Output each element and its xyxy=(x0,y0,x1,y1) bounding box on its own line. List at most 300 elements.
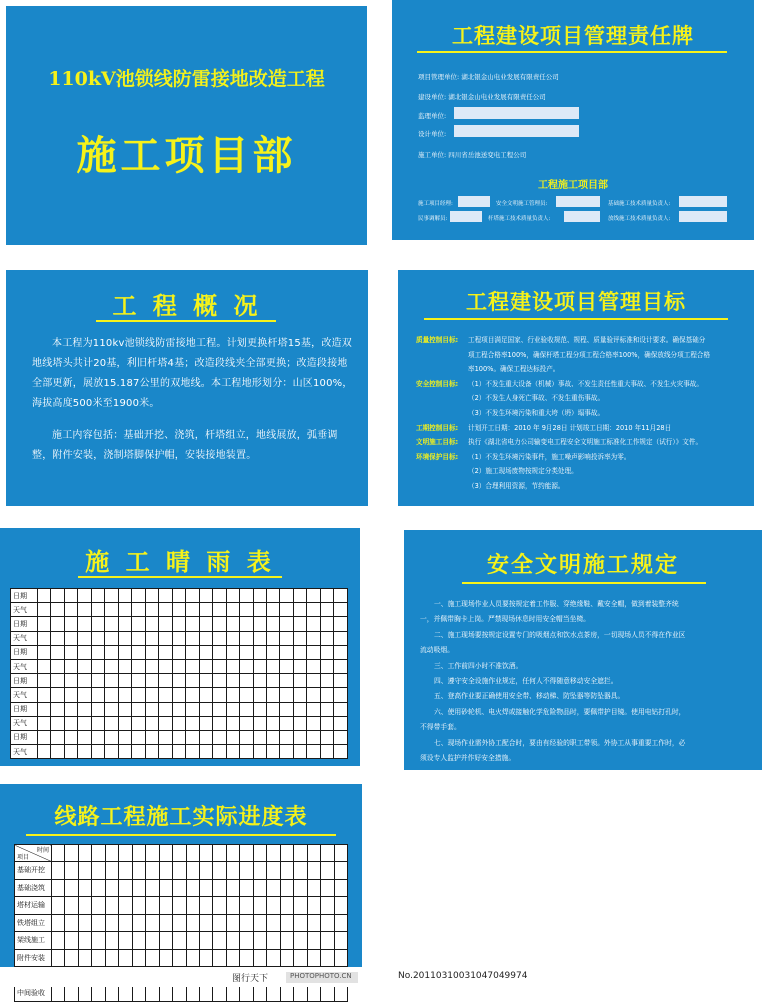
weather-cell[interactable] xyxy=(91,745,104,759)
progress-cell[interactable] xyxy=(92,932,105,950)
weather-cell[interactable] xyxy=(280,659,293,673)
weather-cell[interactable] xyxy=(118,631,131,645)
weather-cell[interactable] xyxy=(320,589,333,603)
weather-cell[interactable] xyxy=(226,631,239,645)
progress-cell[interactable] xyxy=(132,862,145,880)
progress-cell[interactable] xyxy=(65,897,78,915)
progress-cell[interactable] xyxy=(92,949,105,967)
progress-cell[interactable] xyxy=(226,897,239,915)
weather-cell[interactable] xyxy=(51,730,64,744)
progress-cell[interactable] xyxy=(321,914,334,932)
progress-cell[interactable] xyxy=(186,897,199,915)
progress-cell[interactable] xyxy=(159,897,172,915)
weather-cell[interactable] xyxy=(240,716,253,730)
weather-cell[interactable] xyxy=(172,716,185,730)
weather-cell[interactable] xyxy=(51,702,64,716)
weather-cell[interactable] xyxy=(307,745,320,759)
weather-cell[interactable] xyxy=(199,645,212,659)
progress-cell[interactable] xyxy=(146,932,159,950)
weather-cell[interactable] xyxy=(213,589,226,603)
weather-cell[interactable] xyxy=(253,688,266,702)
progress-cell[interactable] xyxy=(307,862,320,880)
progress-cell[interactable] xyxy=(78,914,91,932)
weather-cell[interactable] xyxy=(91,688,104,702)
weather-cell[interactable] xyxy=(266,674,279,688)
progress-cell[interactable] xyxy=(52,932,65,950)
weather-cell[interactable] xyxy=(64,702,77,716)
weather-cell[interactable] xyxy=(266,688,279,702)
weather-cell[interactable] xyxy=(213,716,226,730)
weather-cell[interactable] xyxy=(213,645,226,659)
weather-cell[interactable] xyxy=(226,659,239,673)
weather-cell[interactable] xyxy=(320,631,333,645)
weather-cell[interactable] xyxy=(307,589,320,603)
weather-cell[interactable] xyxy=(334,645,348,659)
weather-cell[interactable] xyxy=(172,674,185,688)
weather-cell[interactable] xyxy=(266,745,279,759)
weather-cell[interactable] xyxy=(226,745,239,759)
weather-cell[interactable] xyxy=(118,745,131,759)
weather-cell[interactable] xyxy=(78,659,91,673)
progress-cell[interactable] xyxy=(52,914,65,932)
progress-cell[interactable] xyxy=(146,914,159,932)
progress-cell[interactable] xyxy=(132,897,145,915)
weather-cell[interactable] xyxy=(266,589,279,603)
weather-cell[interactable] xyxy=(145,617,158,631)
weather-cell[interactable] xyxy=(91,617,104,631)
weather-cell[interactable] xyxy=(132,589,145,603)
progress-cell[interactable] xyxy=(321,879,334,897)
weather-cell[interactable] xyxy=(145,645,158,659)
progress-cell[interactable] xyxy=(226,932,239,950)
weather-cell[interactable] xyxy=(91,659,104,673)
weather-cell[interactable] xyxy=(145,688,158,702)
weather-cell[interactable] xyxy=(118,716,131,730)
progress-cell[interactable] xyxy=(334,914,347,932)
weather-cell[interactable] xyxy=(105,674,118,688)
weather-cell[interactable] xyxy=(132,702,145,716)
weather-cell[interactable] xyxy=(145,603,158,617)
weather-cell[interactable] xyxy=(307,659,320,673)
weather-cell[interactable] xyxy=(91,702,104,716)
weather-cell[interactable] xyxy=(280,716,293,730)
weather-cell[interactable] xyxy=(172,617,185,631)
progress-cell[interactable] xyxy=(213,949,226,967)
weather-cell[interactable] xyxy=(280,631,293,645)
weather-cell[interactable] xyxy=(253,716,266,730)
progress-cell[interactable] xyxy=(65,862,78,880)
progress-cell[interactable] xyxy=(173,897,186,915)
weather-cell[interactable] xyxy=(145,745,158,759)
progress-cell[interactable] xyxy=(173,932,186,950)
weather-cell[interactable] xyxy=(240,688,253,702)
progress-cell[interactable] xyxy=(159,949,172,967)
weather-cell[interactable] xyxy=(213,617,226,631)
weather-cell[interactable] xyxy=(145,659,158,673)
weather-cell[interactable] xyxy=(186,631,199,645)
weather-cell[interactable] xyxy=(132,674,145,688)
weather-cell[interactable] xyxy=(159,631,172,645)
progress-cell[interactable] xyxy=(280,862,293,880)
progress-cell[interactable] xyxy=(78,932,91,950)
weather-cell[interactable] xyxy=(307,688,320,702)
weather-cell[interactable] xyxy=(64,659,77,673)
progress-cell[interactable] xyxy=(307,879,320,897)
progress-cell[interactable] xyxy=(132,914,145,932)
progress-cell[interactable] xyxy=(199,879,212,897)
weather-cell[interactable] xyxy=(105,631,118,645)
weather-cell[interactable] xyxy=(293,730,306,744)
weather-cell[interactable] xyxy=(199,730,212,744)
progress-cell[interactable] xyxy=(92,914,105,932)
weather-cell[interactable] xyxy=(118,730,131,744)
weather-cell[interactable] xyxy=(118,589,131,603)
progress-cell[interactable] xyxy=(65,914,78,932)
weather-cell[interactable] xyxy=(38,631,51,645)
progress-cell[interactable] xyxy=(253,862,266,880)
weather-cell[interactable] xyxy=(186,589,199,603)
weather-cell[interactable] xyxy=(118,659,131,673)
progress-cell[interactable] xyxy=(159,879,172,897)
progress-cell[interactable] xyxy=(213,914,226,932)
progress-cell[interactable] xyxy=(199,949,212,967)
weather-cell[interactable] xyxy=(240,617,253,631)
weather-cell[interactable] xyxy=(105,645,118,659)
weather-cell[interactable] xyxy=(145,702,158,716)
weather-cell[interactable] xyxy=(159,716,172,730)
progress-cell[interactable] xyxy=(294,862,307,880)
weather-cell[interactable] xyxy=(240,702,253,716)
progress-cell[interactable] xyxy=(321,932,334,950)
progress-cell[interactable] xyxy=(226,862,239,880)
progress-cell[interactable] xyxy=(78,897,91,915)
progress-cell[interactable] xyxy=(321,949,334,967)
progress-cell[interactable] xyxy=(240,949,253,967)
weather-cell[interactable] xyxy=(334,603,348,617)
progress-cell[interactable] xyxy=(267,914,280,932)
weather-cell[interactable] xyxy=(91,631,104,645)
weather-cell[interactable] xyxy=(51,688,64,702)
weather-cell[interactable] xyxy=(64,617,77,631)
progress-cell[interactable] xyxy=(186,932,199,950)
weather-cell[interactable] xyxy=(91,589,104,603)
weather-cell[interactable] xyxy=(226,716,239,730)
weather-cell[interactable] xyxy=(213,688,226,702)
weather-cell[interactable] xyxy=(132,645,145,659)
progress-cell[interactable] xyxy=(78,949,91,967)
progress-cell[interactable] xyxy=(280,879,293,897)
weather-cell[interactable] xyxy=(159,645,172,659)
weather-cell[interactable] xyxy=(159,745,172,759)
weather-cell[interactable] xyxy=(186,702,199,716)
weather-cell[interactable] xyxy=(240,603,253,617)
weather-cell[interactable] xyxy=(240,589,253,603)
weather-cell[interactable] xyxy=(266,702,279,716)
progress-cell[interactable] xyxy=(173,949,186,967)
progress-cell[interactable] xyxy=(173,914,186,932)
weather-cell[interactable] xyxy=(78,617,91,631)
weather-cell[interactable] xyxy=(172,631,185,645)
progress-cell[interactable] xyxy=(294,897,307,915)
weather-cell[interactable] xyxy=(159,702,172,716)
progress-cell[interactable] xyxy=(52,949,65,967)
weather-cell[interactable] xyxy=(132,716,145,730)
weather-cell[interactable] xyxy=(280,603,293,617)
weather-cell[interactable] xyxy=(307,716,320,730)
weather-cell[interactable] xyxy=(91,730,104,744)
progress-cell[interactable] xyxy=(92,862,105,880)
weather-cell[interactable] xyxy=(51,645,64,659)
weather-cell[interactable] xyxy=(293,631,306,645)
weather-cell[interactable] xyxy=(266,716,279,730)
progress-cell[interactable] xyxy=(307,932,320,950)
weather-cell[interactable] xyxy=(159,674,172,688)
progress-cell[interactable] xyxy=(240,932,253,950)
progress-cell[interactable] xyxy=(146,949,159,967)
weather-cell[interactable] xyxy=(307,674,320,688)
progress-cell[interactable] xyxy=(240,914,253,932)
weather-cell[interactable] xyxy=(105,730,118,744)
weather-cell[interactable] xyxy=(172,730,185,744)
weather-cell[interactable] xyxy=(78,745,91,759)
weather-cell[interactable] xyxy=(118,702,131,716)
weather-cell[interactable] xyxy=(266,645,279,659)
weather-cell[interactable] xyxy=(172,688,185,702)
weather-cell[interactable] xyxy=(293,688,306,702)
progress-cell[interactable] xyxy=(65,879,78,897)
weather-cell[interactable] xyxy=(199,716,212,730)
weather-cell[interactable] xyxy=(320,688,333,702)
weather-cell[interactable] xyxy=(51,659,64,673)
weather-cell[interactable] xyxy=(334,674,348,688)
weather-cell[interactable] xyxy=(159,730,172,744)
weather-cell[interactable] xyxy=(78,674,91,688)
weather-cell[interactable] xyxy=(213,745,226,759)
weather-cell[interactable] xyxy=(280,688,293,702)
weather-cell[interactable] xyxy=(64,603,77,617)
weather-cell[interactable] xyxy=(145,589,158,603)
weather-cell[interactable] xyxy=(199,603,212,617)
weather-cell[interactable] xyxy=(280,617,293,631)
progress-cell[interactable] xyxy=(253,879,266,897)
weather-cell[interactable] xyxy=(213,702,226,716)
weather-cell[interactable] xyxy=(334,716,348,730)
weather-cell[interactable] xyxy=(38,659,51,673)
weather-cell[interactable] xyxy=(199,674,212,688)
weather-cell[interactable] xyxy=(78,688,91,702)
progress-cell[interactable] xyxy=(78,879,91,897)
weather-cell[interactable] xyxy=(38,688,51,702)
weather-cell[interactable] xyxy=(334,631,348,645)
progress-cell[interactable] xyxy=(159,862,172,880)
progress-cell[interactable] xyxy=(267,897,280,915)
weather-cell[interactable] xyxy=(38,716,51,730)
weather-cell[interactable] xyxy=(334,730,348,744)
progress-cell[interactable] xyxy=(240,879,253,897)
weather-cell[interactable] xyxy=(51,631,64,645)
weather-cell[interactable] xyxy=(199,659,212,673)
progress-cell[interactable] xyxy=(307,949,320,967)
weather-cell[interactable] xyxy=(253,702,266,716)
weather-cell[interactable] xyxy=(64,688,77,702)
weather-cell[interactable] xyxy=(253,645,266,659)
weather-cell[interactable] xyxy=(186,645,199,659)
weather-cell[interactable] xyxy=(226,702,239,716)
progress-cell[interactable] xyxy=(92,897,105,915)
weather-cell[interactable] xyxy=(159,589,172,603)
weather-cell[interactable] xyxy=(280,730,293,744)
weather-cell[interactable] xyxy=(105,716,118,730)
weather-cell[interactable] xyxy=(240,745,253,759)
weather-cell[interactable] xyxy=(118,688,131,702)
progress-cell[interactable] xyxy=(213,879,226,897)
progress-cell[interactable] xyxy=(267,949,280,967)
progress-cell[interactable] xyxy=(105,914,118,932)
weather-cell[interactable] xyxy=(226,603,239,617)
weather-cell[interactable] xyxy=(266,603,279,617)
weather-cell[interactable] xyxy=(91,645,104,659)
progress-cell[interactable] xyxy=(92,879,105,897)
weather-cell[interactable] xyxy=(320,730,333,744)
progress-cell[interactable] xyxy=(253,914,266,932)
weather-cell[interactable] xyxy=(186,617,199,631)
weather-cell[interactable] xyxy=(51,716,64,730)
progress-cell[interactable] xyxy=(132,949,145,967)
progress-cell[interactable] xyxy=(280,914,293,932)
weather-cell[interactable] xyxy=(118,603,131,617)
weather-cell[interactable] xyxy=(64,730,77,744)
progress-cell[interactable] xyxy=(65,932,78,950)
weather-cell[interactable] xyxy=(307,617,320,631)
progress-cell[interactable] xyxy=(186,879,199,897)
weather-cell[interactable] xyxy=(132,745,145,759)
weather-cell[interactable] xyxy=(38,730,51,744)
weather-cell[interactable] xyxy=(186,745,199,759)
weather-cell[interactable] xyxy=(105,659,118,673)
weather-cell[interactable] xyxy=(132,603,145,617)
progress-cell[interactable] xyxy=(132,879,145,897)
weather-cell[interactable] xyxy=(172,745,185,759)
weather-cell[interactable] xyxy=(213,659,226,673)
weather-cell[interactable] xyxy=(186,674,199,688)
progress-cell[interactable] xyxy=(146,897,159,915)
progress-cell[interactable] xyxy=(213,862,226,880)
weather-cell[interactable] xyxy=(280,702,293,716)
weather-cell[interactable] xyxy=(213,631,226,645)
weather-cell[interactable] xyxy=(159,617,172,631)
weather-cell[interactable] xyxy=(64,745,77,759)
weather-cell[interactable] xyxy=(226,688,239,702)
progress-cell[interactable] xyxy=(186,914,199,932)
weather-cell[interactable] xyxy=(320,659,333,673)
weather-cell[interactable] xyxy=(213,730,226,744)
weather-cell[interactable] xyxy=(105,702,118,716)
weather-cell[interactable] xyxy=(78,603,91,617)
weather-cell[interactable] xyxy=(307,730,320,744)
progress-cell[interactable] xyxy=(199,897,212,915)
weather-cell[interactable] xyxy=(38,674,51,688)
weather-cell[interactable] xyxy=(145,716,158,730)
weather-cell[interactable] xyxy=(334,617,348,631)
weather-cell[interactable] xyxy=(334,659,348,673)
progress-cell[interactable] xyxy=(226,879,239,897)
weather-cell[interactable] xyxy=(172,702,185,716)
progress-cell[interactable] xyxy=(105,862,118,880)
weather-cell[interactable] xyxy=(320,603,333,617)
weather-cell[interactable] xyxy=(266,631,279,645)
weather-cell[interactable] xyxy=(186,659,199,673)
progress-cell[interactable] xyxy=(105,897,118,915)
progress-cell[interactable] xyxy=(321,897,334,915)
weather-cell[interactable] xyxy=(240,730,253,744)
weather-cell[interactable] xyxy=(320,702,333,716)
weather-cell[interactable] xyxy=(64,674,77,688)
weather-cell[interactable] xyxy=(38,645,51,659)
weather-cell[interactable] xyxy=(307,603,320,617)
progress-cell[interactable] xyxy=(294,914,307,932)
progress-cell[interactable] xyxy=(199,932,212,950)
weather-cell[interactable] xyxy=(240,631,253,645)
weather-cell[interactable] xyxy=(293,745,306,759)
progress-cell[interactable] xyxy=(267,862,280,880)
progress-cell[interactable] xyxy=(199,862,212,880)
progress-cell[interactable] xyxy=(226,914,239,932)
weather-cell[interactable] xyxy=(293,617,306,631)
weather-cell[interactable] xyxy=(186,688,199,702)
weather-cell[interactable] xyxy=(91,603,104,617)
progress-cell[interactable] xyxy=(253,897,266,915)
weather-cell[interactable] xyxy=(293,702,306,716)
weather-cell[interactable] xyxy=(132,659,145,673)
progress-cell[interactable] xyxy=(119,932,132,950)
progress-cell[interactable] xyxy=(159,914,172,932)
weather-cell[interactable] xyxy=(51,745,64,759)
progress-cell[interactable] xyxy=(334,932,347,950)
weather-cell[interactable] xyxy=(293,674,306,688)
weather-cell[interactable] xyxy=(159,688,172,702)
weather-cell[interactable] xyxy=(280,645,293,659)
weather-cell[interactable] xyxy=(266,730,279,744)
weather-cell[interactable] xyxy=(253,603,266,617)
weather-cell[interactable] xyxy=(172,645,185,659)
weather-cell[interactable] xyxy=(226,645,239,659)
weather-cell[interactable] xyxy=(307,702,320,716)
progress-cell[interactable] xyxy=(146,862,159,880)
progress-cell[interactable] xyxy=(52,879,65,897)
progress-cell[interactable] xyxy=(267,879,280,897)
progress-cell[interactable] xyxy=(186,862,199,880)
weather-cell[interactable] xyxy=(64,645,77,659)
weather-cell[interactable] xyxy=(78,645,91,659)
weather-cell[interactable] xyxy=(213,603,226,617)
weather-cell[interactable] xyxy=(118,674,131,688)
weather-cell[interactable] xyxy=(51,603,64,617)
progress-cell[interactable] xyxy=(52,862,65,880)
progress-cell[interactable] xyxy=(213,897,226,915)
weather-cell[interactable] xyxy=(78,631,91,645)
weather-cell[interactable] xyxy=(78,716,91,730)
weather-cell[interactable] xyxy=(199,745,212,759)
progress-cell[interactable] xyxy=(280,897,293,915)
weather-cell[interactable] xyxy=(186,730,199,744)
weather-cell[interactable] xyxy=(105,688,118,702)
weather-cell[interactable] xyxy=(38,745,51,759)
weather-cell[interactable] xyxy=(213,674,226,688)
progress-cell[interactable] xyxy=(173,879,186,897)
progress-cell[interactable] xyxy=(294,932,307,950)
progress-cell[interactable] xyxy=(119,914,132,932)
weather-cell[interactable] xyxy=(38,589,51,603)
